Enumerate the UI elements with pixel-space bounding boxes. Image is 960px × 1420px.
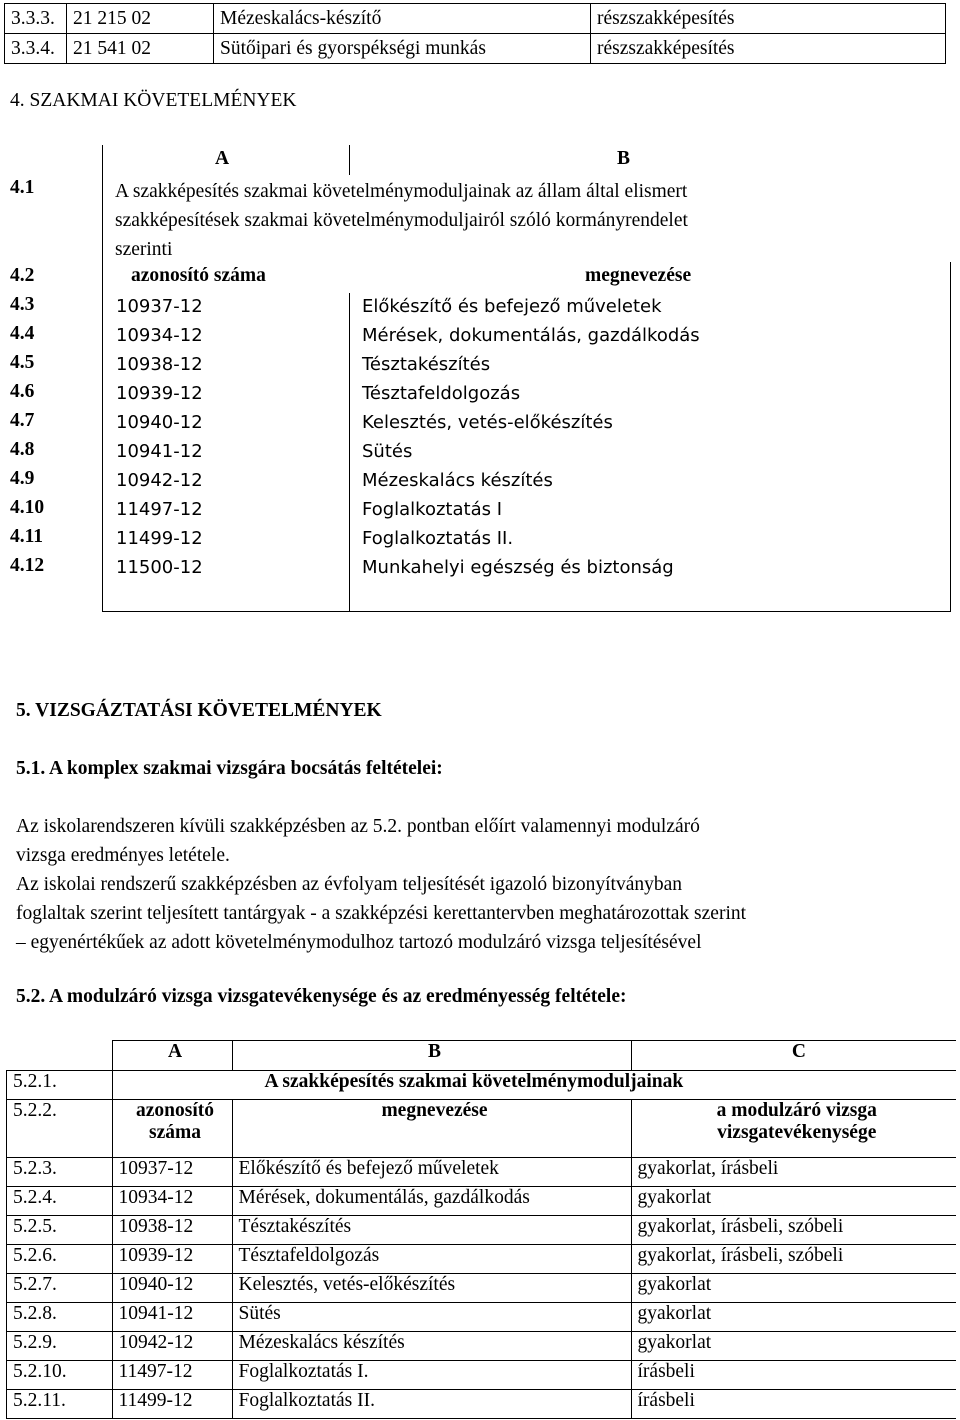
row-number: 5.2.8. <box>7 1303 113 1332</box>
module-name: Mérések, dokumentálás, gazdálkodás <box>232 1187 631 1216</box>
row-number: 3.3.3. <box>5 4 67 34</box>
row-number: 4.9 <box>10 468 35 489</box>
qualification-type: részszakképesítés <box>591 34 946 64</box>
paragraph-line: foglaltak szerint teljesített tantárgyak - a szakképzési kerettantervben meghatározottak szerint <box>16 903 747 924</box>
qualification-name: Mézeskalács-készítő <box>214 4 591 34</box>
paragraph-line: Az iskolai rendszerű szakképzésben az évfolyam teljesítését igazoló bizonyítványban <box>16 874 682 895</box>
module-code: 10942-12 <box>112 1332 232 1361</box>
column-b-header: B <box>232 1041 631 1071</box>
column-a-header: A <box>112 1041 232 1071</box>
module-code: 10939-12 <box>112 1245 232 1274</box>
row-number: 5.2.7. <box>7 1274 113 1303</box>
module-code: 10940-12 <box>112 1274 232 1303</box>
module-name: Tésztafeldolgozás <box>232 1245 631 1274</box>
row-number: 3.3.4. <box>5 34 67 64</box>
module-name: Mézeskalács készítés <box>232 1332 631 1361</box>
module-name: Foglalkoztatás I. <box>232 1361 631 1390</box>
table-row <box>7 1303 957 1332</box>
table-row <box>7 1390 957 1419</box>
row-number: 5.2.2. <box>7 1100 113 1158</box>
table-row <box>7 1332 957 1361</box>
module-code: 10938-12 <box>116 354 203 375</box>
header-line: vizsgatevékenysége <box>717 1122 877 1143</box>
column-name-header: megnevezése <box>232 1100 631 1158</box>
header-line: azonosító <box>136 1100 214 1121</box>
description-line: szerinti <box>115 239 173 260</box>
exam-activity: gyakorlat <box>631 1187 956 1216</box>
row-number: 4.3 <box>10 294 35 315</box>
row-number: 5.2.9. <box>7 1332 113 1361</box>
row-number: 4.5 <box>10 352 35 373</box>
section-5-1-heading: 5.1. A komplex szakmai vizsgára bocsátás feltételei: <box>16 758 443 779</box>
column-activity-header <box>631 1100 956 1158</box>
module-name: Kelesztés, vetés-előkészítés <box>232 1274 631 1303</box>
row-number: 5.2.1. <box>7 1071 113 1100</box>
module-code: 11497-12 <box>112 1361 232 1390</box>
row-number: 4.2 <box>10 265 35 286</box>
module-code: 10939-12 <box>116 383 203 404</box>
section-5-heading: 5. VIZSGÁZTATÁSI KÖVETELMÉNYEK <box>16 700 382 721</box>
description-line: szakképesítések szakmai követelménymoduljairól szóló kormányrendelet <box>115 210 688 231</box>
qualification-table <box>4 3 946 64</box>
paragraph-line: vizsga eredményes letétele. <box>16 845 230 866</box>
module-code: 10937-12 <box>112 1158 232 1187</box>
row-number: 5.2.5. <box>7 1216 113 1245</box>
module-name: Tésztakészítés <box>362 354 491 375</box>
module-name: Sütés <box>362 441 413 462</box>
exam-activity: gyakorlat, írásbeli <box>631 1158 956 1187</box>
table-row <box>7 1041 957 1071</box>
table-row <box>7 1187 957 1216</box>
column-c-header: C <box>631 1041 956 1071</box>
section-4-heading: 4. SZAKMAI KÖVETELMÉNYEK <box>10 90 297 111</box>
module-name: Előkészítő és befejező műveletek <box>362 296 662 317</box>
module-name: Mézeskalács készítés <box>362 470 553 491</box>
table-row <box>7 1361 957 1390</box>
module-code: 10934-12 <box>112 1187 232 1216</box>
qualification-name: Sütőipari és gyorspékségi munkás <box>214 34 591 64</box>
table-row <box>7 1216 957 1245</box>
module-code: 11497-12 <box>116 499 203 520</box>
column-code-header: azonosító száma <box>131 265 266 286</box>
module-code: 10938-12 <box>112 1216 232 1245</box>
section-5-2-heading: 5.2. A modulzáró vizsga vizsgatevékenysége és az eredményesség feltétele: <box>16 986 627 1007</box>
row-number: 5.2.3. <box>7 1158 113 1187</box>
exam-activity: írásbeli <box>631 1390 956 1419</box>
module-code: 10941-12 <box>116 441 203 462</box>
row-number: 5.2.10. <box>7 1361 113 1390</box>
table-row <box>7 1158 957 1187</box>
section-title: A szakképesítés szakmai követelménymoduljainak <box>112 1071 956 1100</box>
module-name: Foglalkoztatás I <box>362 499 503 520</box>
qualification-code: 21 541 02 <box>67 34 214 64</box>
module-code: 11499-12 <box>112 1390 232 1419</box>
module-code: 10942-12 <box>116 470 203 491</box>
module-code: 11500-12 <box>116 557 203 578</box>
module-name: Tésztakészítés <box>232 1216 631 1245</box>
table-row <box>7 1100 957 1158</box>
module-code: 10940-12 <box>116 412 203 433</box>
row-number: 4.4 <box>10 323 35 344</box>
table-row <box>5 4 946 34</box>
module-name: Kelesztés, vetés-előkészítés <box>362 412 613 433</box>
row-number: 4.12 <box>10 555 45 576</box>
paragraph-line: – egyenértékűek az adott követelménymodulhoz tartozó modulzáró vizsga teljesítésével <box>16 932 702 953</box>
column-a-header: A <box>215 148 230 169</box>
exam-activity: gyakorlat <box>631 1303 956 1332</box>
module-name: Mérések, dokumentálás, gazdálkodás <box>362 325 700 346</box>
exam-activity: gyakorlat <box>631 1274 956 1303</box>
row-number: 4.11 <box>10 526 44 547</box>
table-row <box>5 34 946 64</box>
module-code: 10937-12 <box>116 296 203 317</box>
row-number: 5.2.11. <box>7 1390 113 1419</box>
exam-activity: írásbeli <box>631 1361 956 1390</box>
exam-activity: gyakorlat, írásbeli, szóbeli <box>631 1216 956 1245</box>
exam-table <box>6 1040 956 1419</box>
row-4-1-description <box>115 177 688 264</box>
module-name: Tésztafeldolgozás <box>362 383 521 404</box>
row-number: 5.2.6. <box>7 1245 113 1274</box>
qualification-code: 21 215 02 <box>67 4 214 34</box>
table-row <box>7 1245 957 1274</box>
row-number: 4.10 <box>10 497 45 518</box>
qualification-type: részszakképesítés <box>591 4 946 34</box>
module-name: Sütés <box>232 1303 631 1332</box>
column-b-header: B <box>617 148 631 169</box>
exam-activity: gyakorlat, írásbeli, szóbeli <box>631 1245 956 1274</box>
row-number: 4.1 <box>10 177 35 198</box>
column-name-header: megnevezése <box>585 265 692 286</box>
row-number: 4.6 <box>10 381 35 402</box>
module-code: 10941-12 <box>112 1303 232 1332</box>
row-number: 4.8 <box>10 439 35 460</box>
module-name: Munkahelyi egészség és biztonság <box>362 557 674 578</box>
row-number: 5.2.4. <box>7 1187 113 1216</box>
table-row <box>7 1071 957 1100</box>
module-name: Előkészítő és befejező műveletek <box>232 1158 631 1187</box>
exam-activity: gyakorlat <box>631 1332 956 1361</box>
module-code: 10934-12 <box>116 325 203 346</box>
table-row <box>7 1274 957 1303</box>
module-name: Foglalkoztatás II. <box>232 1390 631 1419</box>
module-name: Foglalkoztatás II. <box>362 528 514 549</box>
header-line: a modulzáró vizsga <box>716 1100 877 1121</box>
column-code-header <box>112 1100 232 1158</box>
module-code: 11499-12 <box>116 528 203 549</box>
paragraph-line: Az iskolarendszeren kívüli szakképzésben az 5.2. pontban előírt valamennyi modulzáró <box>16 816 700 837</box>
description-line: A szakképesítés szakmai követelménymoduljainak az állam által elismert <box>115 181 688 202</box>
row-number: 4.7 <box>10 410 35 431</box>
header-line: száma <box>149 1122 201 1143</box>
